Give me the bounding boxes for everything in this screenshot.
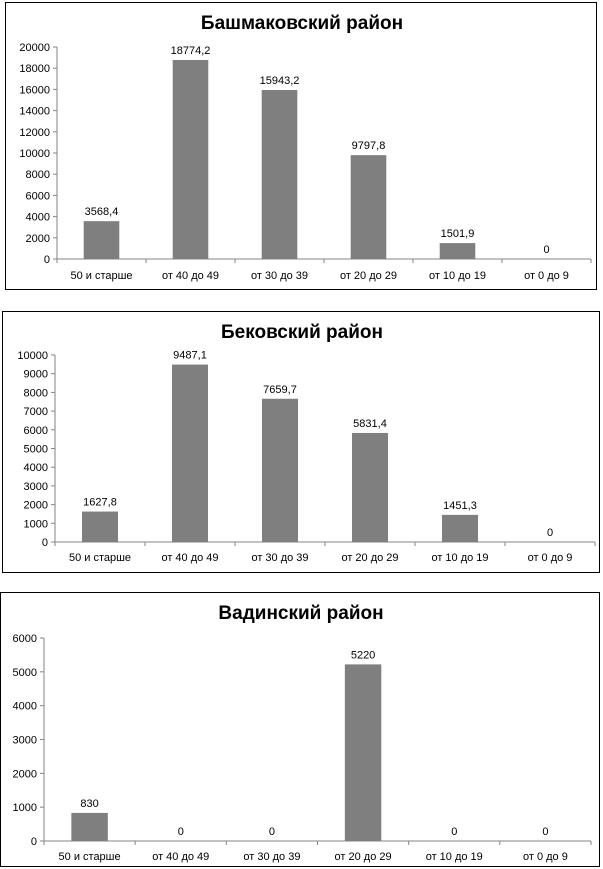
y-tick-label: 16000: [19, 84, 50, 97]
y-tick-label: 6000: [23, 424, 48, 437]
chart-title: Башмаковский район: [200, 13, 404, 34]
data-label-5: 0: [546, 527, 554, 539]
category-label-1: от 40 до 49: [161, 552, 219, 564]
category-label-2: от 30 до 39: [251, 552, 309, 564]
category-label-4: от 10 до 19: [428, 270, 487, 282]
bar-0: [84, 221, 120, 259]
data-label-0: 3568,4: [84, 206, 119, 219]
y-tick-label: 5000: [23, 443, 48, 456]
y-tick-label: 1000: [12, 802, 37, 815]
y-tick-label: 3000: [23, 480, 48, 493]
y-tick-label: 0: [43, 254, 50, 266]
chart-title: Вадинский район: [218, 603, 384, 624]
bar-3: [352, 433, 388, 542]
bar-2: [262, 399, 298, 542]
category-label-3: от 20 до 29: [341, 552, 399, 564]
y-tick-label: 4000: [12, 700, 37, 713]
category-label-5: от 0 до 9: [522, 851, 568, 863]
category-label-0: 50 и старше: [58, 851, 121, 863]
category-label-5: от 0 до 9: [527, 552, 573, 564]
category-label-1: от 40 до 49: [161, 270, 220, 282]
data-label-2: 15943,2: [259, 75, 300, 88]
bar-3: [345, 664, 381, 841]
data-label-2: 0: [268, 826, 275, 838]
y-tick-label: 4000: [25, 211, 50, 224]
chart-bashmakovsky: [5, 2, 597, 290]
category-label-2: от 30 до 39: [250, 270, 309, 282]
y-tick-label: 4000: [23, 462, 48, 475]
bar-3: [351, 155, 387, 259]
category-label-0: 50 и старше: [68, 552, 132, 564]
chart-vadinsky: [0, 592, 600, 867]
bar-2: [262, 90, 298, 259]
y-tick-label: 3000: [12, 734, 37, 747]
y-tick-label: 6000: [12, 633, 37, 645]
category-label-4: от 10 до 19: [425, 851, 483, 863]
data-label-1: 0: [177, 826, 184, 838]
bar-4: [440, 243, 476, 259]
category-label-3: от 20 до 29: [334, 851, 392, 863]
bar-1: [172, 365, 208, 542]
data-label-5: 0: [542, 826, 549, 838]
bar-4: [442, 515, 478, 542]
category-label-5: от 0 до 9: [524, 270, 569, 282]
chart-title: Бековский район: [221, 322, 383, 343]
category-label-4: от 10 до 19: [431, 552, 489, 564]
chart-bekovsky: [2, 311, 600, 573]
data-label-4: 1451,3: [443, 499, 477, 512]
y-tick-label: 8000: [23, 387, 48, 400]
y-tick-label: 10000: [19, 148, 50, 160]
chart-svg-bekovsky: [3, 312, 601, 574]
category-label-0: 50 и старше: [70, 270, 133, 282]
data-label-3: 5220: [350, 649, 376, 662]
bar-0: [82, 512, 118, 542]
y-tick-label: 1000: [23, 518, 48, 531]
data-label-0: 830: [80, 797, 99, 810]
y-tick-label: 20000: [19, 42, 50, 54]
chart-svg-vadinsky: [1, 593, 601, 868]
data-label-2: 7659,7: [263, 383, 297, 396]
y-tick-label: 5000: [12, 666, 37, 679]
y-tick-label: 2000: [12, 768, 37, 781]
category-label-2: от 30 до 39: [243, 851, 301, 863]
y-tick-label: 2000: [25, 232, 50, 245]
y-tick-label: 0: [30, 836, 37, 848]
y-tick-label: 9000: [23, 368, 48, 381]
y-tick-label: 18000: [19, 63, 50, 76]
y-tick-label: 6000: [25, 190, 50, 203]
chart-svg-bashmakovsky: [6, 3, 598, 291]
y-tick-label: 0: [41, 537, 48, 549]
y-tick-label: 8000: [25, 169, 50, 182]
bar-1: [173, 60, 209, 259]
data-label-1: 9487,1: [173, 349, 207, 362]
data-label-3: 5831,4: [353, 417, 387, 430]
category-label-1: от 40 до 49: [152, 851, 210, 863]
y-tick-label: 7000: [23, 406, 48, 419]
y-tick-label: 2000: [23, 499, 48, 512]
bar-0: [71, 813, 107, 841]
data-label-4: 1501,9: [440, 228, 475, 241]
y-tick-label: 14000: [19, 105, 50, 118]
y-tick-label: 10000: [17, 350, 48, 362]
data-label-0: 1627,8: [83, 496, 117, 509]
data-label-4: 0: [451, 826, 458, 838]
y-tick-label: 12000: [19, 126, 50, 139]
data-label-5: 0: [543, 244, 550, 256]
category-label-3: от 20 до 29: [339, 270, 398, 282]
data-label-3: 9797,8: [351, 140, 386, 153]
data-label-1: 18774,2: [170, 44, 211, 57]
